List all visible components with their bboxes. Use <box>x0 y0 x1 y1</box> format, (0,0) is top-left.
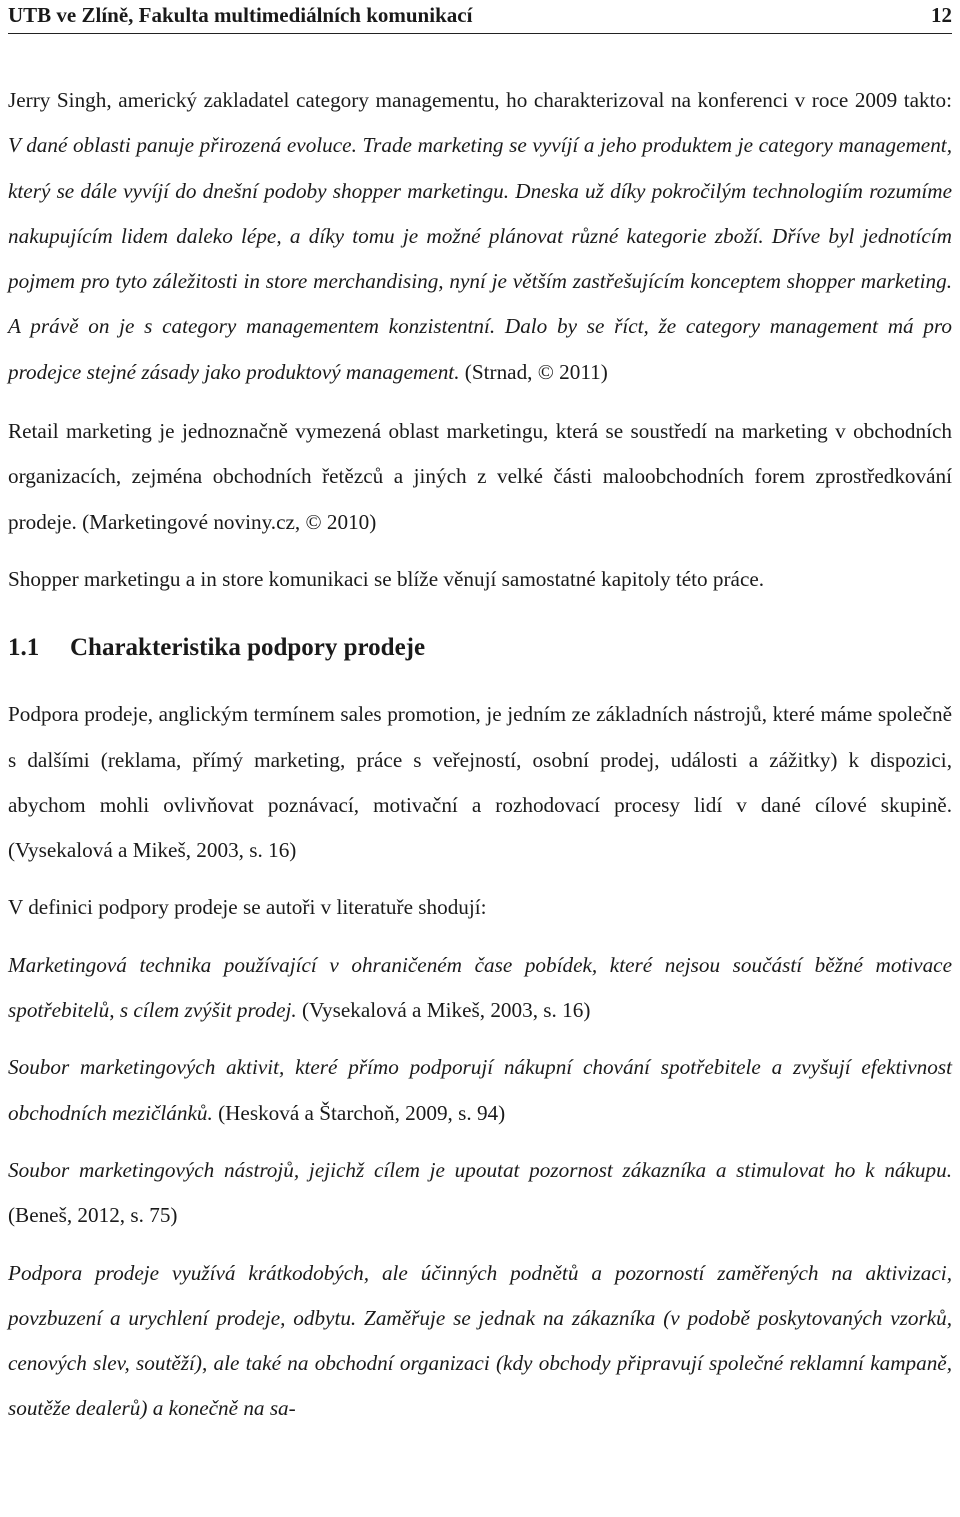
definition-quote <box>8 1148 952 1239</box>
citation: (Hesková a Štarchoň, 2009, s. 94) <box>212 1100 506 1125</box>
citation: (Beneš, 2012, s. 75) <box>8 1203 178 1228</box>
header-rule <box>8 33 952 34</box>
quote-text: V dané oblasti panuje přirozená evoluce. Trade marketing se vyvíjí a jeho produktem je category management, který se dále vyvíjí do dnešní podoby shopper marketingu. Dneska už díky pokročilým technologiím rozumíme nakupujícím lidem daleko lépe, a díky tomu je možné plánovat různé kategorie zboží. Dříve byl jednotícím pojmem pro tyto záležitosti in store merchandising, nyní je větším zastřešujícím konceptem shopper marketing. A právě on je s category managementem konzistentní. Dalo by se říct, že category management má pro prodejce stejné zásady jako produktový management. <box>8 133 952 384</box>
italic-text: Podpora prodeje využívá krátkodobých, ale účinných podnětů a pozorností zaměřených na aktivizaci, povzbuzení a urychlení prodeje, odbytu. Zaměřuje se jednak na zákazníka (v podobě poskytovaných vzorků, cenových slev, soutěží), ale také na obchodní organizaci (kdy obchody připravují společné reklamní kampaně, soutěže dealerů) a konečně na sa- <box>8 1260 952 1421</box>
paragraph-jerry-singh <box>8 78 952 395</box>
paragraph-sales-promotion-usage <box>8 1251 952 1432</box>
paragraph-sales-promotion: Podpora prodeje, anglickým termínem sales promotion, je jedním ze základních nástrojů, které máme společně s dalšími (reklama, přímý marketing, práce s veřejností, osobní prodej, události a zážitky) k dispozici, abychom mohli ovlivňovat poznávací, motivační a rozhodovací procesy lidí v dané cílové skupině. (Vysekalová a Mikeš, 2003, s. 16) <box>8 702 952 863</box>
section-number: 1.1 <box>8 634 40 662</box>
page-header <box>8 0 952 30</box>
page-body <box>8 78 952 1432</box>
citation: (Vysekalová a Mikeš, 2003, s. 16) <box>296 998 591 1023</box>
page-number: 12 <box>931 3 952 27</box>
definition-text: Marketingová technika používající v ohraničeném čase pobídek, které nejsou součástí běžné motivace spotřebitelů, s cílem zvýšit prodej. <box>8 952 952 1023</box>
citation: (Strnad, © 2011) <box>459 359 608 384</box>
paragraph-definitions-intro: V definici podpory prodeje se autoři v literatuře shodují: <box>8 895 487 920</box>
definition-text: Soubor marketingových nástrojů, jejichž cílem je upoutat pozornost zákazníka a stimulovat ho k nákupu. <box>8 1157 952 1182</box>
paragraph-shopper-marketing: Shopper marketingu a in store komunikaci se blíže věnují samostatné kapitoly této práce. <box>8 566 765 591</box>
header-title: UTB ve Zlíně, Fakulta multimediálních komunikací <box>8 3 473 27</box>
definition-quote <box>8 943 952 1034</box>
definition-text: Soubor marketingových aktivit, které přímo podporují nákupní chování spotřebitele a zvyšují efektivnost obchodních mezičlánků. <box>8 1055 952 1125</box>
section-title: Charakteristika podpory prodeje <box>70 634 426 662</box>
paragraph-retail-marketing: Retail marketing je jednoznačně vymezená oblast marketingu, která se soustředí na marketing v obchodních organizacích, zejména obchodních řetězců a jiných z velké části maloobchodních forem zprostředkování prodeje. (Marketingové noviny.cz, © 2010) <box>8 419 952 534</box>
definition-quote <box>8 1045 952 1136</box>
section-heading <box>8 616 952 680</box>
paragraph-intro: Jerry Singh, americký zakladatel category managementu, ho charakterizoval na konferenci v roce 2009 takto: <box>8 88 952 112</box>
